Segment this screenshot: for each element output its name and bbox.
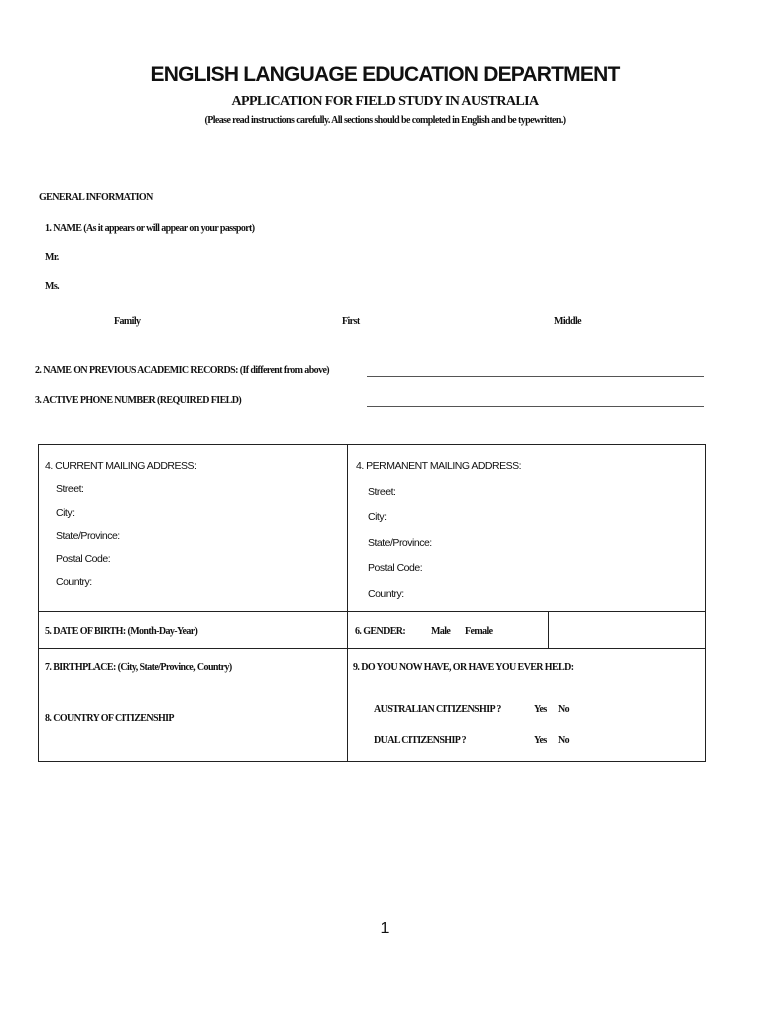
current-postal-label[interactable]: Postal Code:	[56, 553, 111, 565]
current-street-label[interactable]: Street:	[56, 483, 84, 495]
permanent-country-label[interactable]: Country:	[368, 588, 404, 600]
gender-female-option[interactable]: Female	[465, 626, 493, 637]
row-divider-dob	[39, 648, 705, 649]
current-address-heading: 4. CURRENT MAILING ADDRESS:	[45, 460, 197, 472]
general-info-heading: GENERAL INFORMATION	[39, 192, 153, 203]
phone-label: 3. ACTIVE PHONE NUMBER (REQUIRED FIELD)	[35, 395, 242, 406]
gender-label: 6. GENDER:	[355, 626, 406, 637]
australian-citizenship-yes[interactable]: Yes	[534, 704, 547, 715]
citizenship-country-label[interactable]: 8. COUNTRY OF CITIZENSHIP	[45, 713, 174, 724]
gender-male-option[interactable]: Male	[431, 626, 451, 637]
permanent-street-label[interactable]: Street:	[368, 486, 396, 498]
permanent-state-label[interactable]: State/Province:	[368, 537, 432, 549]
dob-label[interactable]: 5. DATE OF BIRTH: (Month-Day-Year)	[45, 626, 198, 637]
middle-name-caption: Middle	[554, 316, 581, 327]
previous-name-input-line[interactable]	[367, 376, 704, 377]
page-number: 1	[380, 920, 390, 937]
permanent-address-heading: 4. PERMANENT MAILING ADDRESS:	[356, 460, 522, 472]
page-title: ENGLISH LANGUAGE EDUCATION DEPARTMENT	[150, 63, 620, 86]
current-country-label[interactable]: Country:	[56, 576, 92, 588]
gender-box-divider	[548, 611, 549, 648]
australian-citizenship-label: AUSTRALIAN CITIZENSHIP ?	[374, 704, 501, 715]
australian-citizenship-no[interactable]: No	[558, 704, 570, 715]
dual-citizenship-label: DUAL CITIZENSHIP ?	[374, 735, 467, 746]
name-label: 1. NAME (As it appears or will appear on your passport)	[45, 223, 255, 234]
ms-label: Ms.	[45, 281, 60, 292]
citizenship-held-question: 9. DO YOU NOW HAVE, OR HAVE YOU EVER HELD:	[353, 662, 574, 673]
permanent-city-label[interactable]: City:	[368, 511, 387, 523]
first-name-caption: First	[342, 316, 360, 327]
instructions-text: (Please read instructions carefully. All sections should be completed in English and be typewritten.)	[204, 115, 566, 126]
dual-citizenship-yes[interactable]: Yes	[534, 735, 547, 746]
current-city-label[interactable]: City:	[56, 507, 75, 519]
row-divider-address	[39, 611, 705, 612]
permanent-postal-label[interactable]: Postal Code:	[368, 562, 423, 574]
phone-input-line[interactable]	[367, 406, 704, 407]
family-name-caption: Family	[114, 316, 141, 327]
mr-label: Mr.	[45, 252, 59, 263]
page-subtitle: APPLICATION FOR FIELD STUDY IN AUSTRALIA	[231, 94, 539, 109]
birthplace-label[interactable]: 7. BIRTHPLACE: (City, State/Province, Country)	[45, 662, 232, 673]
current-state-label[interactable]: State/Province:	[56, 530, 120, 542]
dual-citizenship-no[interactable]: No	[558, 735, 570, 746]
column-divider-lower	[347, 611, 348, 761]
previous-name-label: 2. NAME ON PREVIOUS ACADEMIC RECORDS: (If different from above)	[35, 365, 330, 376]
